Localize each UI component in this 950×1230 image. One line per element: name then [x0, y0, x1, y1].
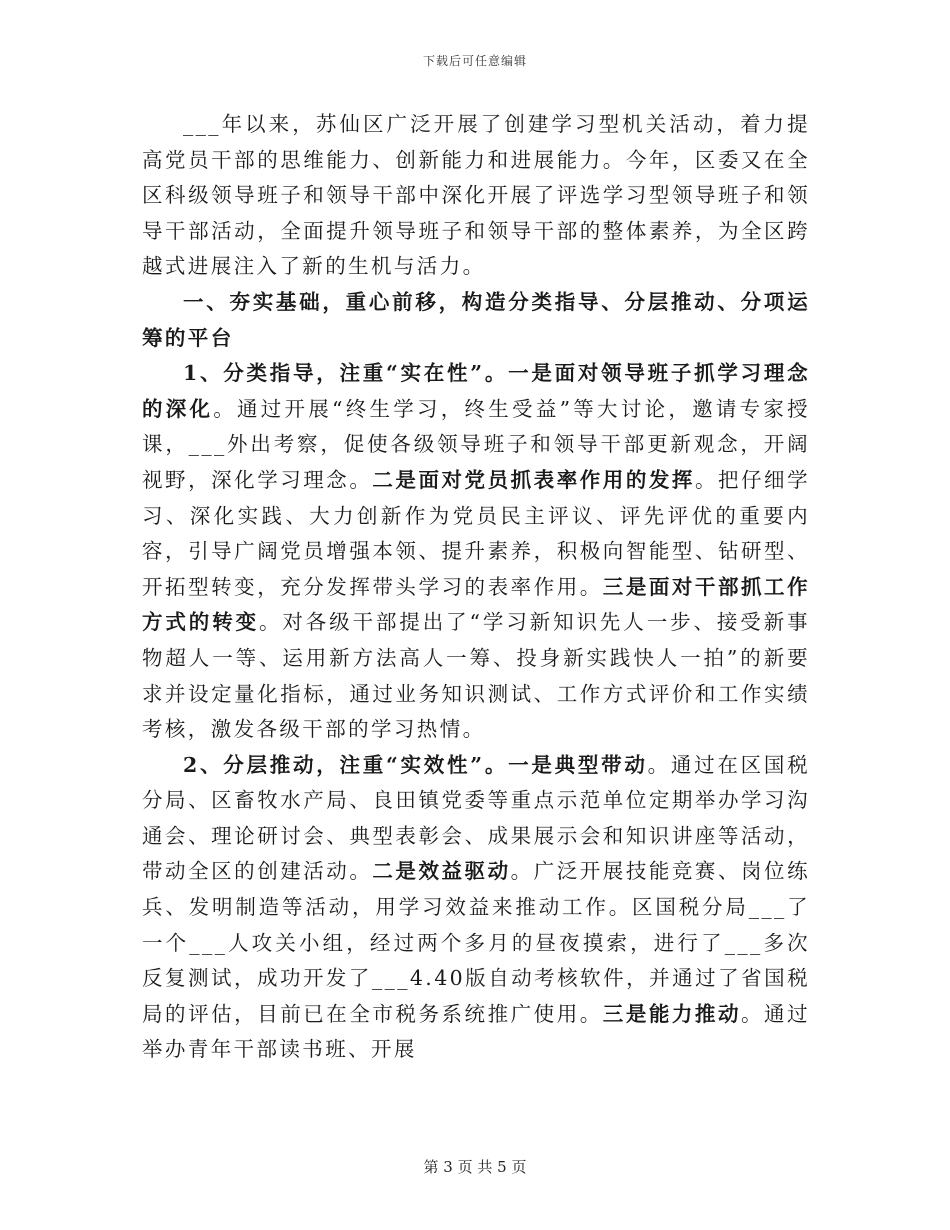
paragraph-text: 。通过在区国税分局、区畜牧水产局、良田镇党委等重点示范单位定期举办学习沟通会、理论研讨会、典型表彰会、成果展示会和知识讲座等活动，带动全区的创建活动。 — [142, 752, 810, 884]
paragraph-intro: ___年以来，苏仙区广泛开展了创建学习型机关活动，着力提高党员干部的思维能力、创新能力和进展能力。今年，区委又在全区科级领导班子和领导干部中深化开展了评选学习型领导班子和领导干部活动，全面提升领导班子和领导干部的整体素养，为全区跨越式进展注入了新的生机与活力。 — [142, 112, 810, 279]
bold-point-2: 二是面对党员抓表率作用的发挥 — [372, 467, 695, 492]
paragraph-classified-guidance — [142, 356, 810, 748]
subheading-layered-promotion: 2、分层推动，注重“实效性”。 — [183, 752, 509, 777]
subheading-classified-guidance: 1、分类指导，注重“实在性”。 — [183, 361, 509, 386]
paragraph-text: 。广泛开展技能竞赛、岗位练兵、发明制造等活动，用学习效益来推动工作。区国税分局___了一个___人攻关小组，经过两个多月的昼夜摸索，进行了___多次反复测试，成功开发了___4.40版自动考核软件，并通过了省国税局的评估，目前已在全市税务系统推广使用。 — [142, 859, 810, 1026]
section-heading-1: 一、夯实基础，重心前移，构造分类指导、分层推动、分项运筹的平台 — [142, 289, 810, 350]
bold-point-3: 三是面对干部抓工作方式的转变 — [142, 574, 810, 635]
bold-point-2: 二是效益驱动 — [372, 859, 511, 884]
paragraph-text: 。把仔细学习、深化实践、大力创新作为党员民主评议、评先评优的重要内容，引导广阔党员增强本领、提升素养，积极向智能型、钻研型、开拓型转变，充分发挥带头学习的表率作用。 — [142, 467, 810, 599]
bold-point-1: 一是典型带动 — [508, 752, 648, 777]
paragraph-text: 。通过举办青年干部读书班、开展 — [142, 1001, 810, 1062]
bold-point-1: 一是面对领导班子抓学习理念的深化 — [142, 361, 810, 421]
paragraph-text: 。通过开展“终生学习，终生受益”等大讨论，邀请专家授课，___外出考察，促使各级领导班子和领导干部更新观念，开阔视野，深化学习理念。 — [142, 396, 810, 492]
document-body — [142, 107, 810, 1068]
paragraph-layered-promotion — [142, 748, 810, 1068]
page-footer: 第 3 页 共 5 页 — [423, 1158, 527, 1176]
bold-point-3: 三是能力推动 — [602, 1001, 742, 1026]
page-header: 下载后可任意编辑 — [422, 54, 527, 68]
paragraph-text: 。对各级干部提出了“学习新知识先人一步、接受新事物超人一等、运用新方法高人一筹、投身新实践快人一拍”的新要求并设定量化指标，通过业务知识测试、工作方式评价和工作实绩考核，激发各级干部的学习热情。 — [142, 610, 810, 742]
